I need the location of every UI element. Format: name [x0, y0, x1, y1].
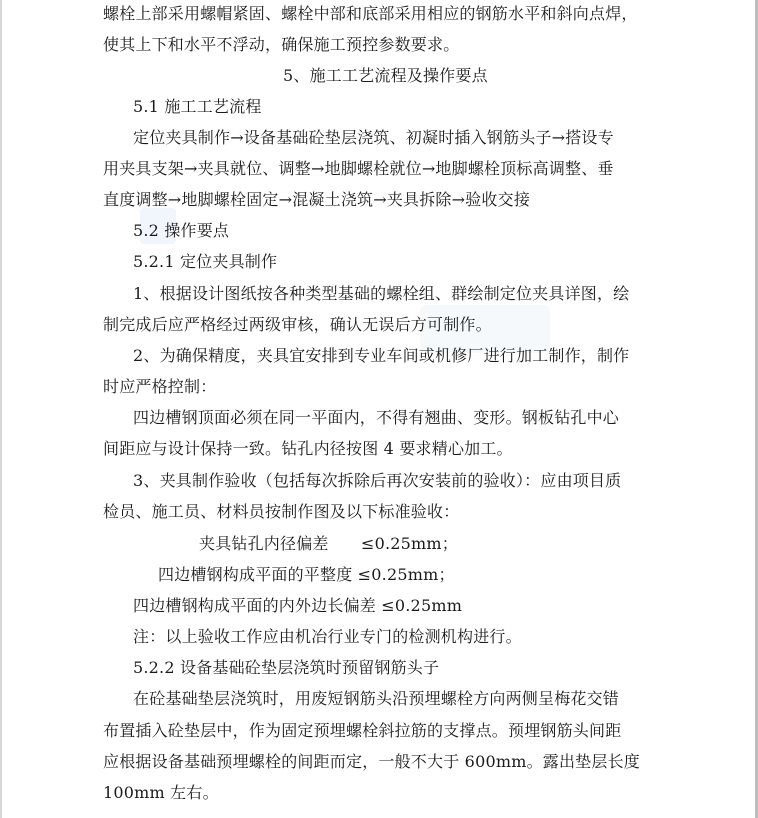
- subsection-heading: 5.1 施工工艺流程: [133, 97, 262, 116]
- spec-item: 夹具钻孔内径偏差 ≤0.25mm；: [199, 534, 458, 553]
- section-heading: 5、施工工艺流程及操作要点: [283, 66, 488, 85]
- paragraph-line: 螺栓上部采用螺帽紧固、螺栓中部和底部采用相应的钢筋水平和斜向点焊，: [103, 4, 638, 23]
- paragraph-line: 应根据设备基础预埋螺栓的间距而定，一般不大于 600mm。露出垫层长度: [103, 752, 640, 771]
- paragraph-line: 间距应与设计保持一致。钻孔内径按图 4 要求精心加工。: [103, 439, 513, 458]
- spec-item: 四边槽钢构成平面的平整度 ≤0.25mm；: [158, 565, 455, 584]
- paragraph-line: 使其上下和水平不浮动，确保施工预控参数要求。: [103, 35, 460, 54]
- subsection-heading: 5.2.2 设备基础砼垫层浇筑时预留钢筋头子: [133, 658, 440, 677]
- paragraph-line: 直度调整→地脚螺栓固定→混凝土浇筑→夹具拆除→验收交接: [103, 190, 531, 209]
- paragraph-line: 3、夹具制作验收（包括每次拆除后再次安装前的验收）：应由项目质: [133, 471, 622, 490]
- paragraph-line: 定位夹具制作→设备基础砼垫层浇筑、初凝时插入钢筋头子→搭设专: [133, 128, 614, 147]
- note-line: 注：以上验收工作应由机冶行业专门的检测机构进行。: [133, 627, 522, 646]
- paragraph-line: 制完成后应严格经过两级审核，确认无误后方可制作。: [103, 315, 492, 334]
- paragraph-line: 用夹具支架→夹具就位、调整→地脚螺栓就位→地脚螺栓顶标高调整、垂: [103, 159, 614, 178]
- spec-item: 四边槽钢构成平面的内外边长偏差 ≤0.25mm: [133, 596, 463, 615]
- paragraph-line: 四边槽钢顶面必须在同一平面内，不得有翘曲、变形。钢板钻孔中心: [133, 408, 620, 427]
- paragraph-line: 2、为确保精度，夹具宜安排到专业车间或机修厂进行加工制作，制作: [133, 346, 630, 365]
- subsection-heading: 5.2.1 定位夹具制作: [133, 252, 278, 271]
- paragraph-line: 在砼基础垫层浇筑时，用废短钢筋头沿预埋螺栓方向两侧呈梅花交错: [133, 689, 620, 708]
- paragraph-line: 布置插入砼垫层中，作为固定预埋螺栓斜拉筋的支撑点。预埋钢筋头间距: [103, 721, 622, 740]
- paragraph-line: 检员、施工员、材料员按制作图及以下标准验收：: [103, 502, 460, 521]
- paragraph-line: 时应严格控制：: [103, 377, 217, 396]
- paragraph-line: 1、根据设计图纸按各种类型基础的螺栓组、群绘制定位夹具详图，绘: [133, 284, 630, 303]
- page-left-edge: [0, 0, 2, 818]
- paragraph-line: 100mm 左右。: [103, 783, 219, 802]
- subsection-heading: 5.2 操作要点: [133, 221, 230, 240]
